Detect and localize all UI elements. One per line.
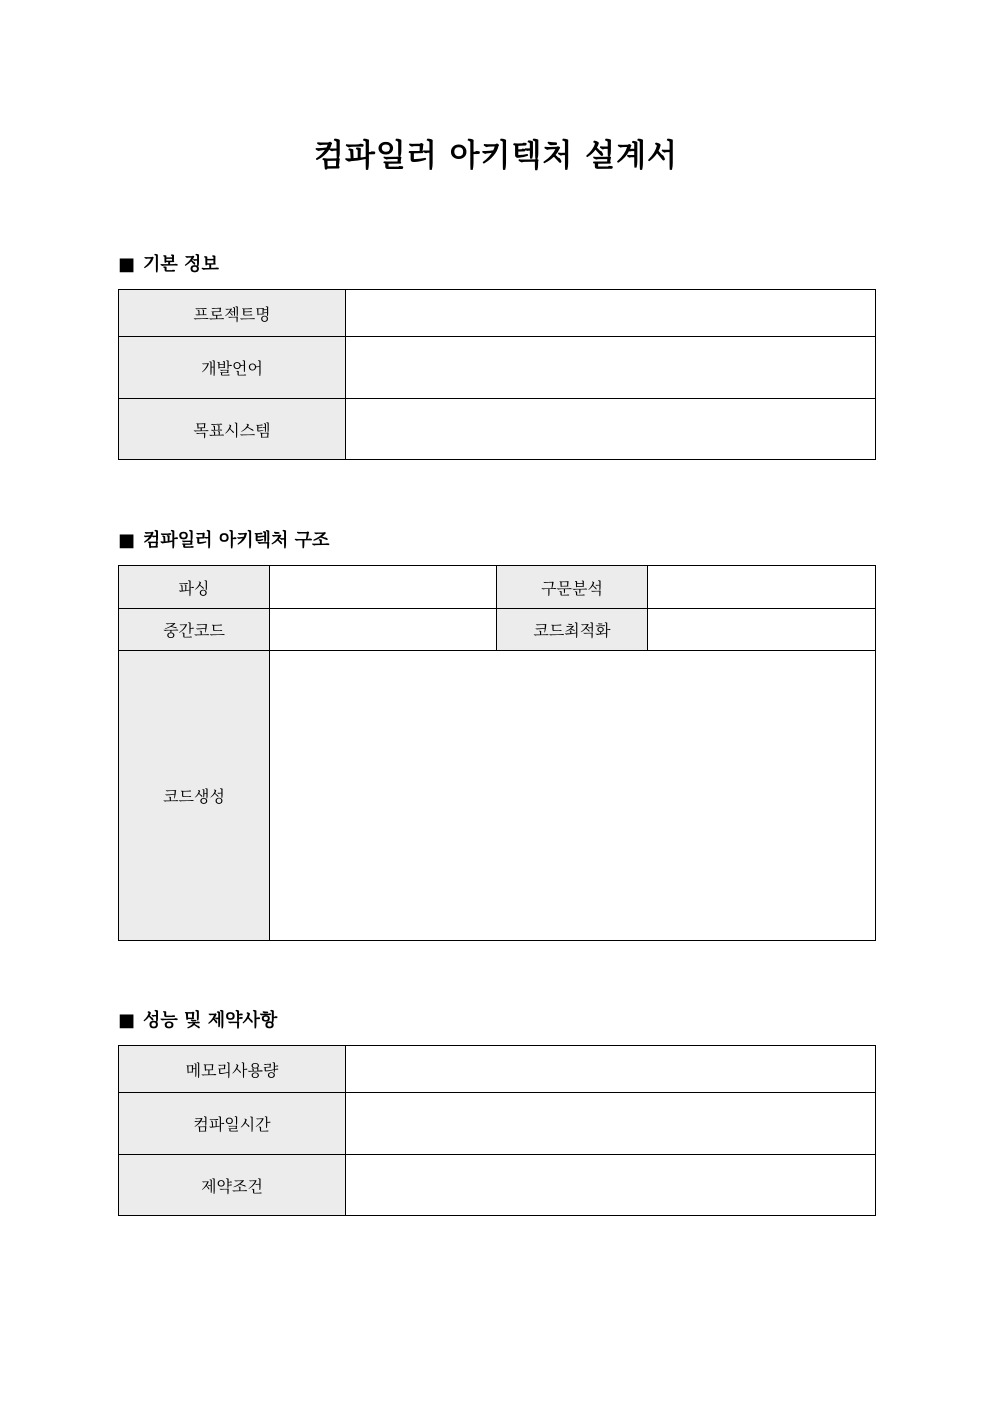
dev-language-label: 개발언어 xyxy=(119,337,346,399)
section-heading-text: 성능 및 제약사항 xyxy=(143,1010,278,1031)
section-heading-text: 기본 정보 xyxy=(143,254,219,275)
section-heading-basic-info xyxy=(118,253,219,277)
code-optimization-field[interactable] xyxy=(648,609,876,651)
compile-time-field[interactable] xyxy=(346,1093,876,1155)
square-bullet-icon: ■ xyxy=(118,530,136,551)
square-bullet-icon: ■ xyxy=(118,1010,136,1031)
target-system-label: 목표시스템 xyxy=(119,399,346,460)
parsing-label: 파싱 xyxy=(119,566,270,609)
constraints-label: 제약조건 xyxy=(119,1155,346,1216)
architecture-table xyxy=(118,565,876,941)
memory-usage-field[interactable] xyxy=(346,1046,876,1093)
code-generation-field[interactable] xyxy=(270,651,876,941)
code-optimization-label: 코드최적화 xyxy=(497,609,648,651)
table-row xyxy=(119,337,876,399)
section-heading-architecture xyxy=(118,529,329,553)
table-row xyxy=(119,399,876,460)
target-system-field[interactable] xyxy=(346,399,876,460)
square-bullet-icon: ■ xyxy=(118,254,136,275)
table-row xyxy=(119,1093,876,1155)
code-generation-label: 코드생성 xyxy=(119,651,270,941)
intermediate-code-field[interactable] xyxy=(270,609,497,651)
table-row xyxy=(119,290,876,337)
table-row xyxy=(119,566,876,609)
intermediate-code-label: 중간코드 xyxy=(119,609,270,651)
table-row xyxy=(119,1046,876,1093)
memory-usage-label: 메모리사용량 xyxy=(119,1046,346,1093)
compile-time-label: 컴파일시간 xyxy=(119,1093,346,1155)
table-row xyxy=(119,1155,876,1216)
project-name-field[interactable] xyxy=(346,290,876,337)
table-row xyxy=(119,609,876,651)
document-title: 컴파일러 아키텍처 설계서 xyxy=(314,138,678,174)
section-heading-text: 컴파일러 아키텍처 구조 xyxy=(143,530,330,551)
section-heading-performance xyxy=(118,1009,277,1033)
performance-table xyxy=(118,1045,876,1216)
dev-language-field[interactable] xyxy=(346,337,876,399)
basic-info-table xyxy=(118,289,876,460)
constraints-field[interactable] xyxy=(346,1155,876,1216)
project-name-label: 프로젝트명 xyxy=(119,290,346,337)
parsing-field[interactable] xyxy=(270,566,497,609)
syntax-analysis-label: 구문분석 xyxy=(497,566,648,609)
table-row xyxy=(119,651,876,941)
syntax-analysis-field[interactable] xyxy=(648,566,876,609)
